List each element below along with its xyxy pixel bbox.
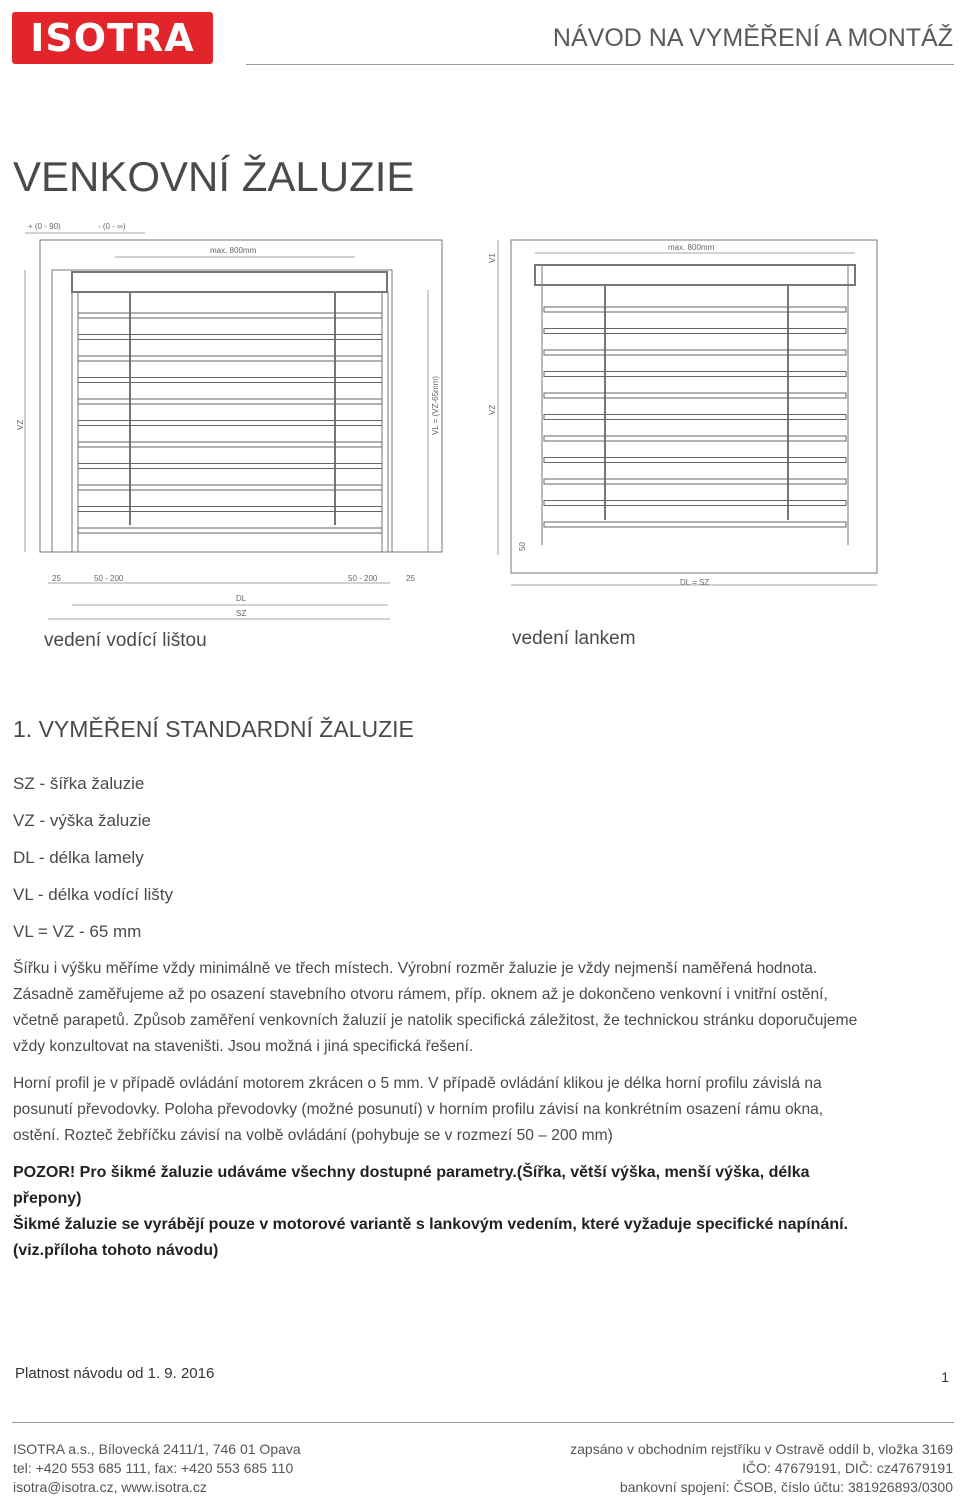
label-dl: DL xyxy=(236,594,247,603)
footer-phone: tel: +420 553 685 111, fax: +420 553 685 110 xyxy=(13,1460,294,1476)
footer-address: ISOTRA a.s., Bílovecká 2411/1, 746 01 Opava xyxy=(13,1441,301,1457)
page-heading: VENKOVNÍ ŽALUZIE xyxy=(13,153,415,200)
footer-registry: zapsáno v obchodním rejstříku v Ostravě oddíl b, vložka 3169 xyxy=(570,1441,953,1457)
paragraph-line: ostění. Rozteč žebříčku závisí na volbě ovládání (pohybuje se v rozmezí 50 – 200 mm) xyxy=(13,1127,613,1144)
cable-guide-diagram xyxy=(480,235,890,595)
label-vz: VZ xyxy=(16,419,25,430)
slat xyxy=(544,415,846,420)
definition-dl: DL - délka lamely xyxy=(13,848,144,867)
label-edge-left: 25 xyxy=(52,574,61,583)
slat xyxy=(78,442,382,447)
slat xyxy=(78,356,382,361)
slat xyxy=(78,335,382,340)
label-dl-sz: DL = SZ xyxy=(680,578,710,587)
label-v1: V1 xyxy=(488,253,497,263)
slat xyxy=(544,372,846,377)
slat xyxy=(78,485,382,490)
slat xyxy=(78,464,382,469)
paragraph-line: vždy konzultovat na staveništi. Jsou možná i jiná specifická řešení. xyxy=(13,1038,474,1055)
definition-vz: VZ - výška žaluzie xyxy=(13,811,151,830)
slat xyxy=(78,378,382,383)
guide-rail-diagram xyxy=(10,215,450,625)
slat xyxy=(544,501,846,506)
definition-vl: VL - délka vodící lišty xyxy=(13,885,173,904)
slat xyxy=(544,458,846,463)
label-gap-left: 50 - 200 xyxy=(94,574,124,583)
slat xyxy=(544,329,846,334)
paragraph-line: Šířku i výšku měříme vždy minimálně ve třech místech. Výrobní rozměr žaluzie je vždy nejmenší naměřená hodnota. xyxy=(13,960,818,977)
isotra-logo: ISOTRA xyxy=(12,12,213,64)
section-title: 1. VYMĚŘENÍ STANDARDNÍ ŽALUZIE xyxy=(13,716,414,742)
measurement-paragraph xyxy=(13,956,960,1060)
slat xyxy=(78,507,382,512)
label-gap-right: 50 - 200 xyxy=(348,574,378,583)
label-bottom-50: 50 xyxy=(518,542,527,551)
page-number: 1 xyxy=(941,1369,949,1385)
headrail-paragraph xyxy=(13,1071,960,1149)
slat xyxy=(78,528,382,533)
footer-ids: IČO: 47679191, DIČ: cz47679191 xyxy=(742,1460,953,1476)
warning-line: přepony) xyxy=(13,1190,82,1207)
warning-line: Šikmé žaluzie se vyrábějí pouze v motorové variantě s lankovým vedením, které vyžaduje specifické napínání. xyxy=(13,1216,849,1233)
validity-date: Platnost návodu od 1. 9. 2016 xyxy=(15,1365,215,1382)
paragraph-line: Horní profil je v případě ovládání motorem zkrácen o 5 mm. V případě ovládání klikou je délka horní profilu závislá na xyxy=(13,1075,822,1092)
slat xyxy=(544,393,846,398)
slat xyxy=(544,479,846,484)
definition-vl-formula: VL = VZ - 65 mm xyxy=(13,922,142,941)
paragraph-line: posunutí převodovky. Poloha převodovky (možné posunutí) v horním profilu závisí na konkrétním osazení rámu okna, xyxy=(13,1101,824,1118)
label-edge-right: 25 xyxy=(406,574,415,583)
definition-sz: SZ - šířka žaluzie xyxy=(13,774,145,793)
footer-company-info xyxy=(13,1440,301,1497)
label-vz-right: VZ xyxy=(488,404,497,415)
caption-guide-rail: vedení vodící lištou xyxy=(44,630,207,651)
warning-line: POZOR! Pro šikmé žaluzie udáváme všechny dostupné parametry.(Šířka, větší výška, menší výška, délka xyxy=(13,1164,810,1181)
label-max-width: max. 800mm xyxy=(210,246,257,255)
footer-bank: bankovní spojení: ČSOB, číslo účtu: 381926893/0300 xyxy=(619,1479,953,1495)
label-offset-minus: - (0 - ∞) xyxy=(98,222,126,231)
footer-web: isotra@isotra.cz, www.isotra.cz xyxy=(13,1479,207,1495)
slat xyxy=(78,313,382,318)
paragraph-line: Zásadně zaměřujeme až po osazení stavebního otvoru rámem, příp. oknem až je dokončeno venkovní i vnitřní ostění, xyxy=(13,986,828,1003)
label-vl: VL = (VZ-65mm) xyxy=(431,375,440,435)
slat xyxy=(544,522,846,527)
slat xyxy=(544,350,846,355)
footer-divider xyxy=(12,1422,954,1423)
slat xyxy=(544,436,846,441)
slat xyxy=(544,307,846,312)
label-sz: SZ xyxy=(236,609,247,618)
paragraph-line: včetně parapetů. Způsob zaměření venkovních žaluzií je natolik specifická záležitost, že technickou stránku doporučujeme xyxy=(13,1012,858,1029)
footer-registration-info xyxy=(570,1440,953,1497)
label-offset-plus: + (0 - 90) xyxy=(28,222,61,231)
header-divider xyxy=(246,64,954,65)
label-max-width-right: max. 800mm xyxy=(668,243,715,252)
document-title: NÁVOD NA VYMĚŘENÍ A MONTÁŽ xyxy=(552,24,953,52)
slat xyxy=(78,399,382,404)
warning-paragraph xyxy=(13,1160,960,1264)
slat xyxy=(78,421,382,426)
caption-cable-guide: vedení lankem xyxy=(512,628,636,649)
warning-line: (viz.příloha tohoto návodu) xyxy=(13,1242,219,1259)
